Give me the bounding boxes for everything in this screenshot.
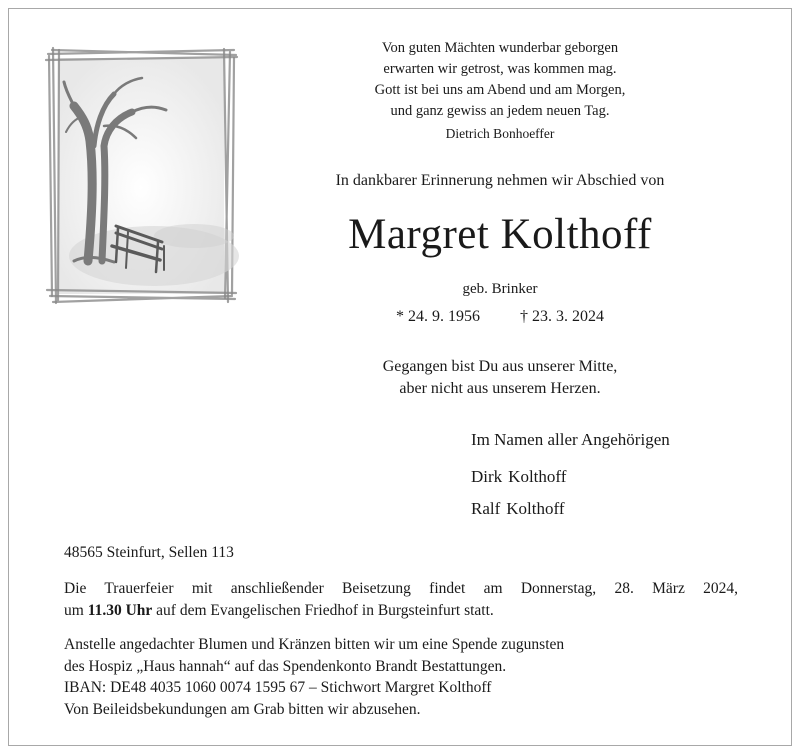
member-first-name: Ralf bbox=[471, 499, 501, 518]
donation-line: Von Beileidsbekundungen am Grab bitten wir abzusehen. bbox=[64, 700, 421, 718]
member-last-name: Kolthoff bbox=[506, 499, 565, 518]
family-signature bbox=[471, 428, 670, 525]
poem-line: und ganz gewiss an jedem neuen Tag. bbox=[390, 103, 610, 119]
life-dates bbox=[290, 308, 710, 326]
ceremony-location: auf dem Evangelischen Friedhof in Burgsteinfurt statt. bbox=[152, 602, 494, 619]
ceremony-line: Die Trauerfeier mit anschließender Beisetzung findet am Donnerstag, 28. März 2024, bbox=[64, 580, 738, 597]
poem-author: Dietrich Bonhoeffer bbox=[445, 126, 555, 141]
intro-text: In dankbarer Erinnerung nehmen wir Abschied von bbox=[335, 172, 665, 189]
ceremony-info bbox=[64, 578, 738, 622]
quote-line: Gegangen bist Du aus unserer Mitte, bbox=[382, 358, 618, 375]
memorial-quote bbox=[290, 356, 710, 400]
poem-line: erwarten wir getrost, was kommen mag. bbox=[383, 61, 617, 77]
ceremony-pre-time: um bbox=[64, 602, 88, 619]
member-first-name: Dirk bbox=[471, 467, 503, 486]
family-member bbox=[471, 493, 670, 525]
donation-iban: IBAN: DE48 4035 1060 0074 1595 67 – Stichwort Margret Kolthoff bbox=[64, 679, 492, 696]
birth-date: * 24. 9. 1956 bbox=[396, 308, 480, 325]
address: 48565 Steinfurt, Sellen 113 bbox=[64, 544, 234, 561]
donation-line: des Hospiz „Haus hannah“ auf das Spendenkonto Brandt Bestattungen. bbox=[64, 657, 507, 675]
deceased-name: Margret Kolthoff bbox=[348, 211, 652, 258]
poem-line: Von guten Mächten wunderbar geborgen bbox=[381, 40, 619, 56]
poem-line: Gott ist bei uns am Abend und am Morgen, bbox=[374, 82, 626, 98]
ceremony-time: 11.30 Uhr bbox=[87, 602, 153, 619]
quote-line: aber nicht aus unserem Herzen. bbox=[399, 380, 601, 397]
tree-bench-drawing-icon bbox=[44, 46, 239, 305]
donation-line: Anstelle angedachter Blumen und Kränzen bitten wir um eine Spende zugunsten bbox=[64, 636, 565, 653]
poem bbox=[290, 38, 710, 122]
death-date: † 23. 3. 2024 bbox=[520, 308, 604, 325]
birth-name: geb. Brinker bbox=[462, 281, 538, 297]
donation-info bbox=[64, 634, 738, 720]
family-heading: Im Namen aller Angehörigen bbox=[471, 430, 670, 449]
member-last-name: Kolthoff bbox=[508, 467, 567, 486]
family-member bbox=[471, 461, 670, 493]
